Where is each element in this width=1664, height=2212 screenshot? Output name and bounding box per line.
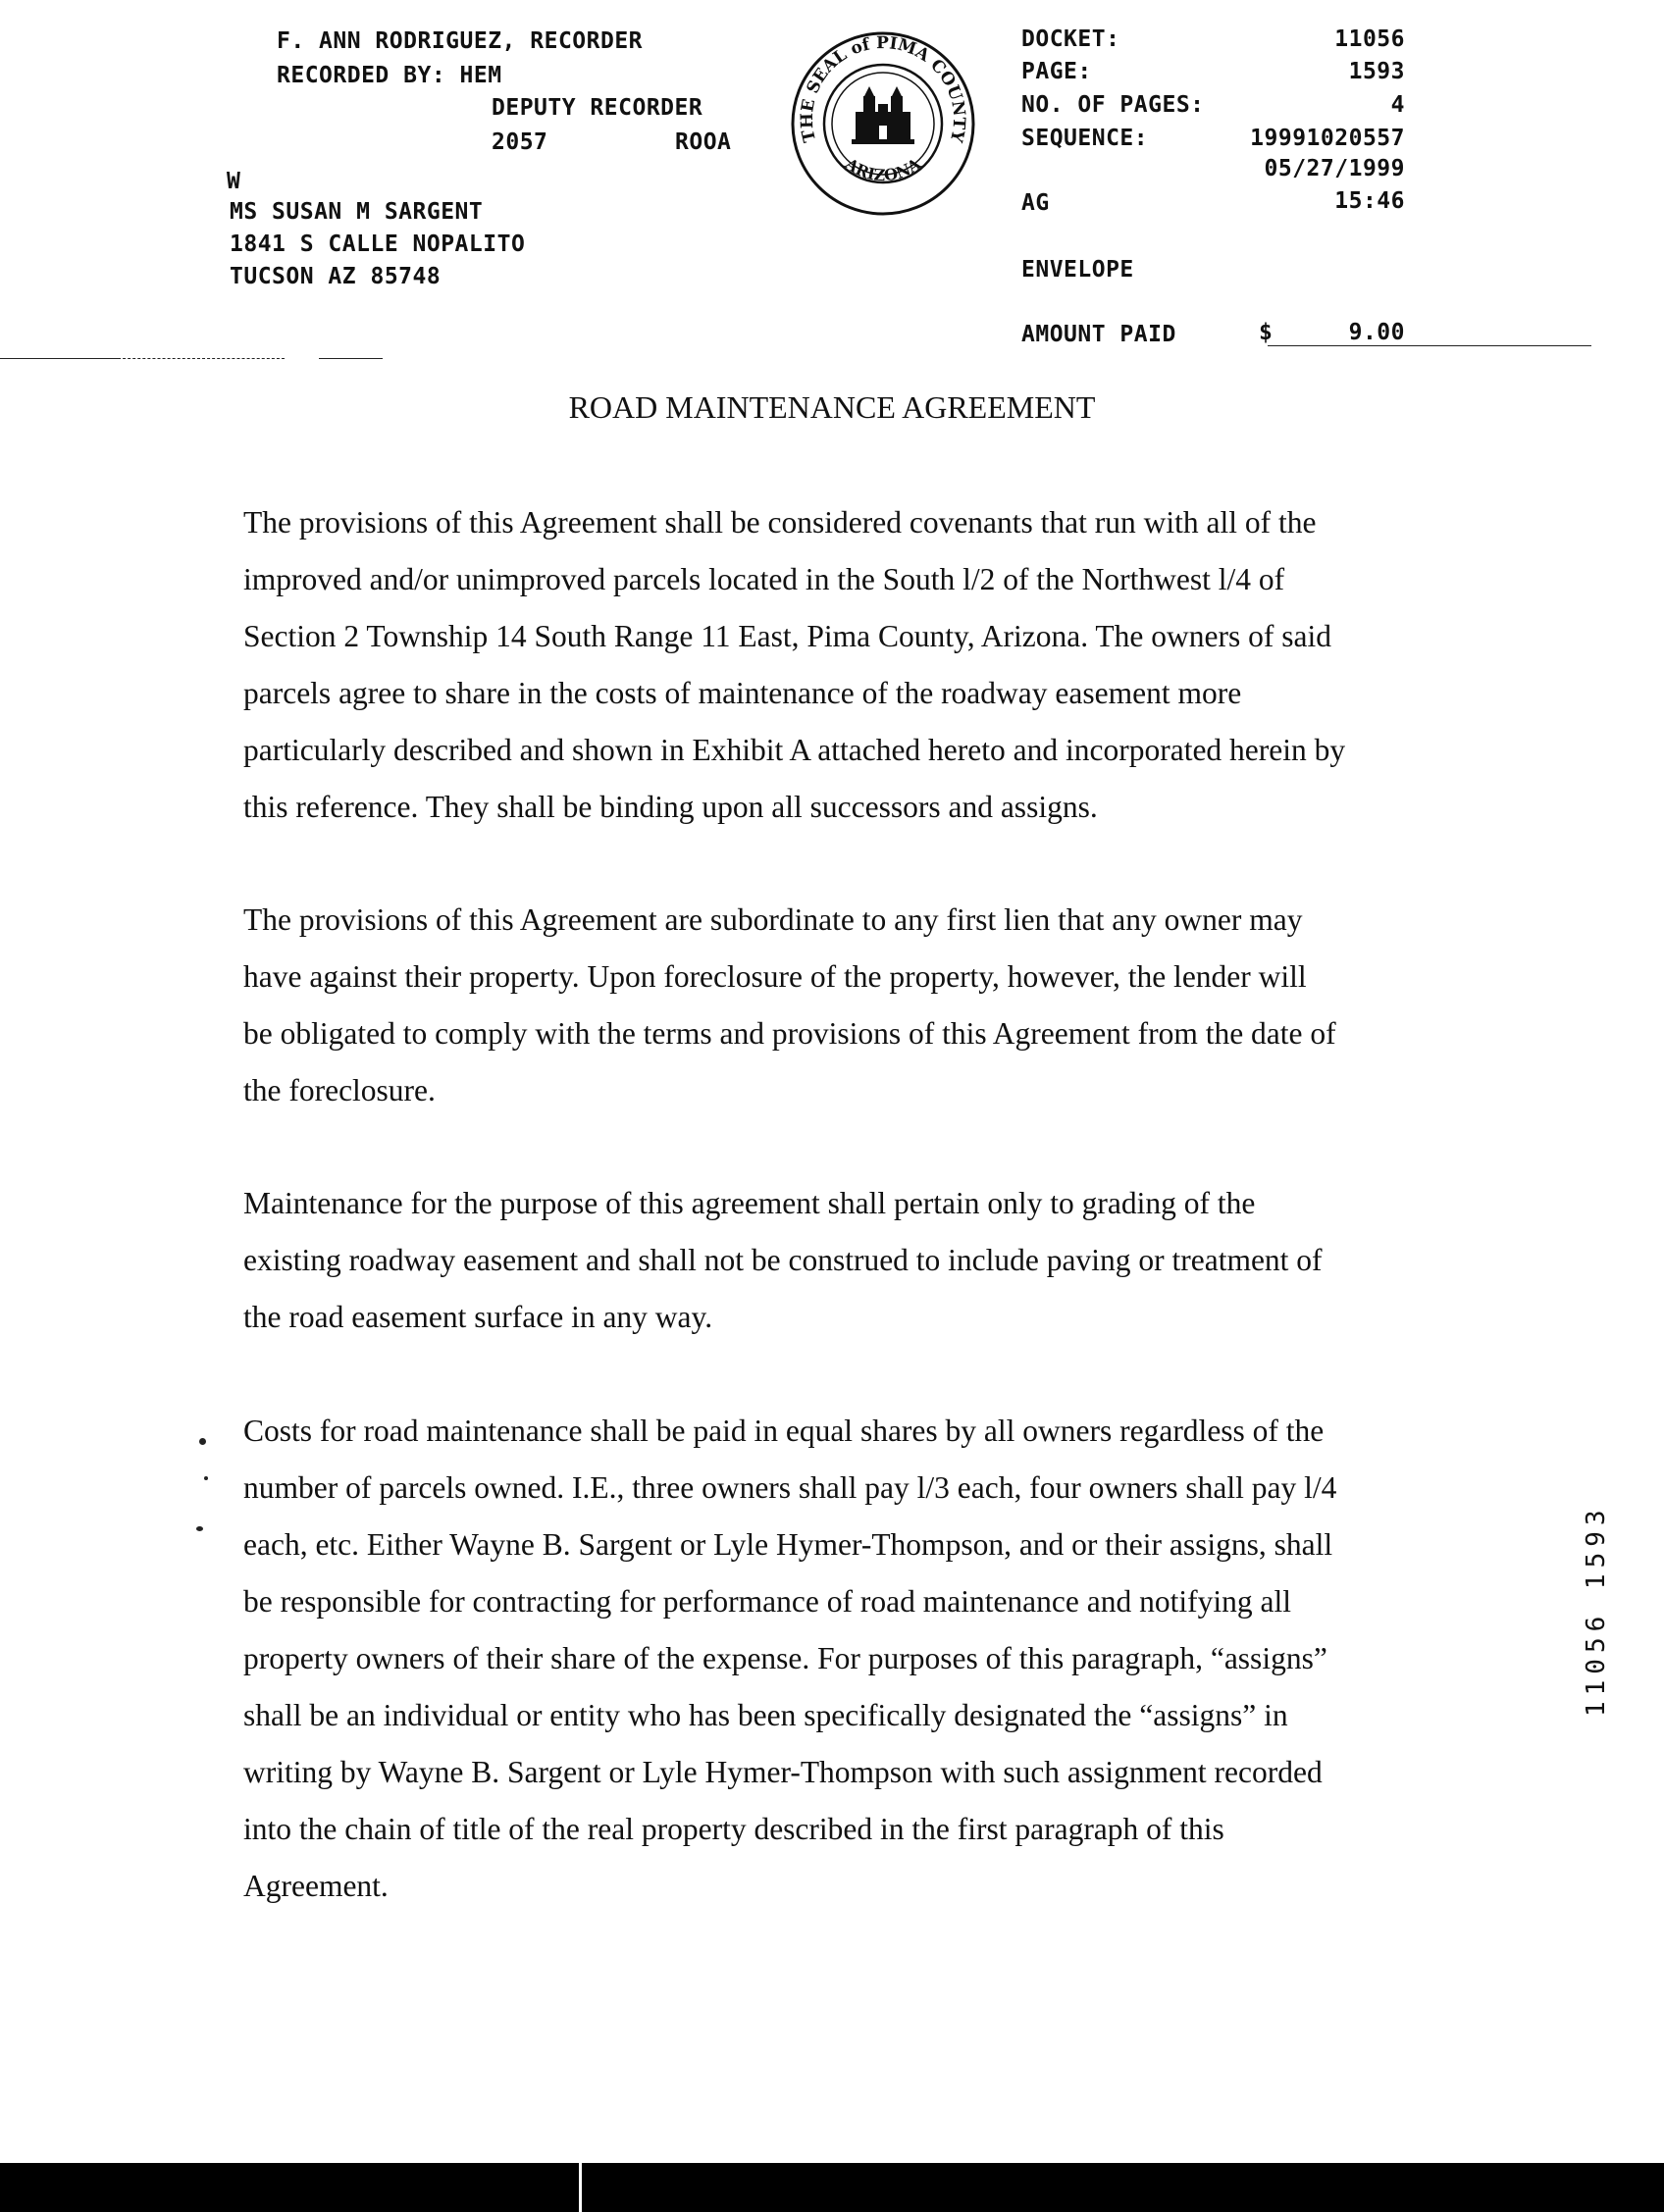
paragraph-line: number of parcels owned. I.E., three owners shall pay l/3 each, four owners shall pay l/4 (243, 1470, 1337, 1505)
scan-speck (204, 1476, 208, 1480)
header-divider-mid (118, 358, 285, 359)
paragraph-line: improved and/or unimproved parcels located in the South l/2 of the Northwest l/4 of (243, 562, 1285, 596)
paragraph-line: The provisions of this Agreement shall be considered covenants that run with all of the (243, 505, 1317, 540)
seal-bottom-text: ARIZONA (842, 154, 924, 185)
svg-text:ARIZONA (841, 154, 924, 185)
paragraph-line: parcels agree to share in the costs of maintenance of the roadway easement more (243, 676, 1242, 710)
envelope-label: ENVELOPE (1021, 257, 1134, 283)
paragraph-line: Section 2 Township 14 South Range 11 East, Pima County, Arizona. The owners of said (243, 619, 1331, 653)
header-divider-short (319, 358, 383, 359)
margin-stamp: 11056 1593 (1582, 1504, 1611, 1717)
paragraph-line: have against their property. Upon foreclosure of the property, however, the lender will (243, 959, 1307, 994)
scan-speck (196, 1526, 203, 1531)
record-date: 05/27/1999 (1264, 156, 1405, 181)
sequence-value: 19991020557 (1250, 126, 1405, 151)
document-title: ROAD MAINTENANCE AGREEMENT (568, 389, 1096, 425)
header-divider-left (0, 358, 118, 359)
paragraph-maintenance (243, 1175, 1421, 1346)
paragraph-line: Agreement. (243, 1869, 389, 1903)
paragraph-line: into the chain of title of the real property described in the first paragraph of this (243, 1812, 1224, 1846)
ag-label: AG (1021, 190, 1050, 216)
paragraph-line: the road easement surface in any way. (243, 1300, 713, 1334)
paragraph-line: the foreclosure. (243, 1073, 436, 1107)
sequence-label: SEQUENCE: (1021, 126, 1149, 151)
addressee-city: TUCSON AZ 85748 (230, 264, 442, 289)
paragraph-lien (243, 892, 1421, 1119)
paragraph-line: be obligated to comply with the terms and provisions of this Agreement from the date of (243, 1016, 1336, 1051)
paragraph-line: existing roadway easement and shall not be construed to include paving or treatment of (243, 1243, 1323, 1277)
paragraph-costs (243, 1403, 1421, 1915)
recorder-code-number: 2057 (492, 129, 548, 155)
paragraph-line: Maintenance for the purpose of this agreement shall pertain only to grading of the (243, 1186, 1256, 1220)
county-seal (785, 26, 981, 222)
deputy-recorder: DEPUTY RECORDER (492, 95, 703, 121)
addressee-name: MS SUSAN M SARGENT (230, 199, 484, 225)
paragraph-line: property owners of their share of the expense. For purposes of this paragraph, “assigns” (243, 1641, 1327, 1675)
paragraph-line: each, etc. Either Wayne B. Sargent or Lyle Hymer-Thompson, and or their assigns, shall (243, 1527, 1333, 1562)
paragraph-line: writing by Wayne B. Sargent or Lyle Hymer-Thompson with such assignment recorded (243, 1755, 1323, 1789)
page-value: 1593 (1348, 59, 1405, 84)
amount-underline (1268, 345, 1591, 346)
docket-value: 11056 (1334, 26, 1405, 52)
paragraph-line: this reference. They shall be binding upon all successors and assigns. (243, 790, 1098, 824)
addressee-street: 1841 S CALLE NOPALITO (230, 231, 526, 257)
recorder-code-suffix: ROOA (675, 129, 732, 155)
scan-border-gap (579, 2163, 582, 2212)
seal-top-text: THE SEAL of PIMA COUNTY (797, 33, 969, 144)
w-mark: W (227, 169, 241, 194)
recorder-name: F. ANN RODRIGUEZ, RECORDER (277, 28, 644, 54)
docket-label: DOCKET: (1021, 26, 1120, 52)
scan-speck (199, 1438, 206, 1445)
recorded-by: RECORDED BY: HEM (277, 63, 502, 88)
record-time: 15:46 (1334, 188, 1405, 214)
paragraph-line: shall be an individual or entity who has been specifically designated the “assigns” in (243, 1698, 1288, 1732)
amount-value: 9.00 (1348, 320, 1405, 345)
paragraph-line: Costs for road maintenance shall be paid in equal shares by all owners regardless of the (243, 1414, 1325, 1448)
page-label: PAGE: (1021, 59, 1092, 84)
paragraph-line: be responsible for contracting for performance of road maintenance and notifying all (243, 1584, 1291, 1619)
scan-bottom-border (0, 2163, 1664, 2212)
amount-currency: $ (1259, 320, 1274, 345)
paragraph-covenants (243, 494, 1421, 836)
paragraph-line: particularly described and shown in Exhibit A attached hereto and incorporated herein by (243, 733, 1346, 767)
pages-value: 4 (1390, 92, 1405, 118)
pages-label: NO. OF PAGES: (1021, 92, 1205, 118)
amount-label: AMOUNT PAID (1021, 322, 1176, 347)
paragraph-line: The provisions of this Agreement are subordinate to any first lien that any owner may (243, 902, 1303, 937)
